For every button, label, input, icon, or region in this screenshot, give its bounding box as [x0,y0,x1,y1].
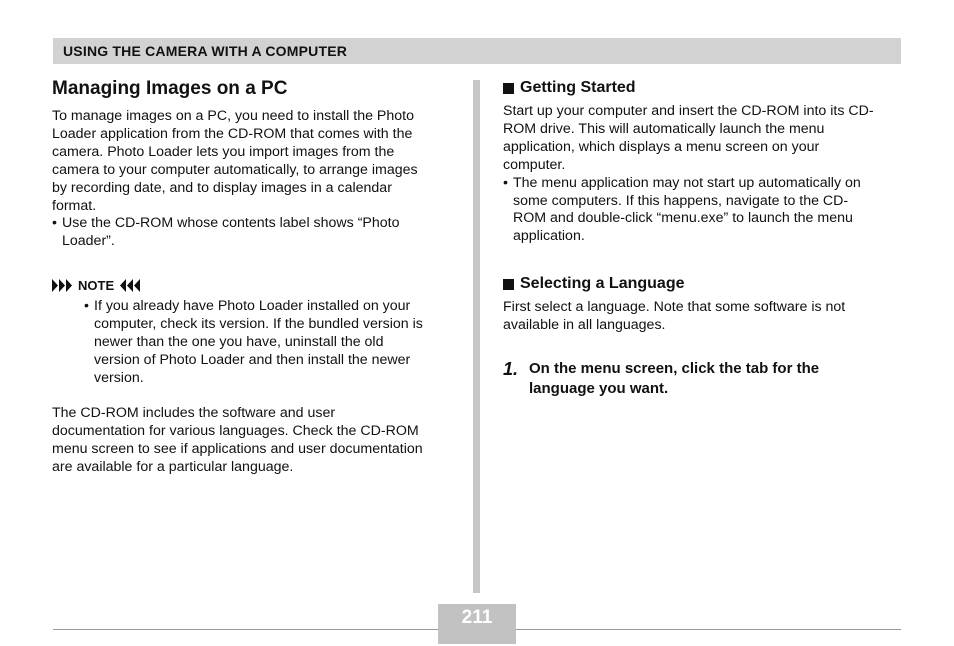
closing-paragraph [52,405,452,477]
text-line: are available for a particular language. [52,458,294,475]
step-1 [503,359,903,399]
section-title-text: Selecting a Language [520,275,685,293]
section-header-bar [53,38,901,64]
bullet-mark: • [52,215,57,232]
bullet-mark: • [503,174,508,191]
text-line: To manage images on a PC, you need to install the Photo [52,108,415,124]
square-bullet-icon [503,279,514,290]
text-line: version of Photo Loader and then install the newer [94,351,411,368]
left-column [52,78,452,476]
text-line: by recording date, and to display images in a calendar [52,179,392,196]
text-line: application, which displays a menu screen on your [503,138,820,155]
text-line: On the menu screen, click the tab for the [529,360,820,378]
bullet-item [52,215,452,251]
note-header [52,276,452,294]
note-left-arrows-icon [52,279,74,292]
text-line: The CD-ROM includes the software and user [52,404,336,421]
text-line: documentation for various languages. Check the CD-ROM [52,422,419,439]
text-line: camera to your computer automatically, to arrange images [52,161,418,178]
text-line: The menu application may not start up automatically on [513,174,861,191]
bullet-mark: • [84,298,89,315]
text-line: First select a language. Note that some software is not [503,299,846,316]
text-line: application. [513,228,585,245]
column-divider [473,80,480,593]
square-bullet-icon [503,83,514,94]
page-heading: Managing Images on a PC [52,78,288,99]
note-label: NOTE [78,277,115,293]
text-line: camera. Photo Loader lets you import images from the [52,143,395,160]
text-line: version. [94,369,144,386]
text-line: computer, check its version. If the bundled version is [94,316,423,333]
text-line: some computers. If this happens, navigate to the CD- [513,192,849,209]
selecting-language-paragraph [503,299,903,335]
getting-started-heading [503,78,903,98]
text-line: language you want. [529,380,669,398]
text-line: Loader”. [62,233,115,250]
text-line: Start up your computer and insert the CD-ROM into its CD- [503,103,874,119]
step-number: 1. [503,359,519,380]
text-line: available in all languages. [503,317,666,334]
page-number: 211 [461,607,493,628]
right-column [503,78,903,399]
bullet-item [503,175,903,247]
text-line: ROM drive. This will automatically launch the menu [503,120,825,137]
getting-started-paragraph [503,103,903,175]
text-line: Use the CD-ROM whose contents label shows “Photo [62,215,400,232]
text-line: computer. [503,156,566,173]
section-title-text: Getting Started [520,79,636,96]
text-line: menu screen to see if applications and user documentation [52,440,423,457]
note-bullet-item [84,298,452,388]
selecting-language-heading [503,274,903,294]
text-line: If you already have Photo Loader installed on your [94,298,411,315]
intro-paragraph [52,108,452,215]
text-line: Loader application from the CD-ROM that comes with the [52,125,413,142]
note-right-arrows-icon [120,279,142,292]
text-line: format. [52,197,97,214]
text-line: newer than the one you have, uninstall the old [94,334,384,351]
text-line: ROM and double-click “menu.exe” to launch the menu [513,210,853,227]
page-number-box [438,604,516,644]
section-header-title: USING THE CAMERA WITH A COMPUTER [63,43,348,59]
